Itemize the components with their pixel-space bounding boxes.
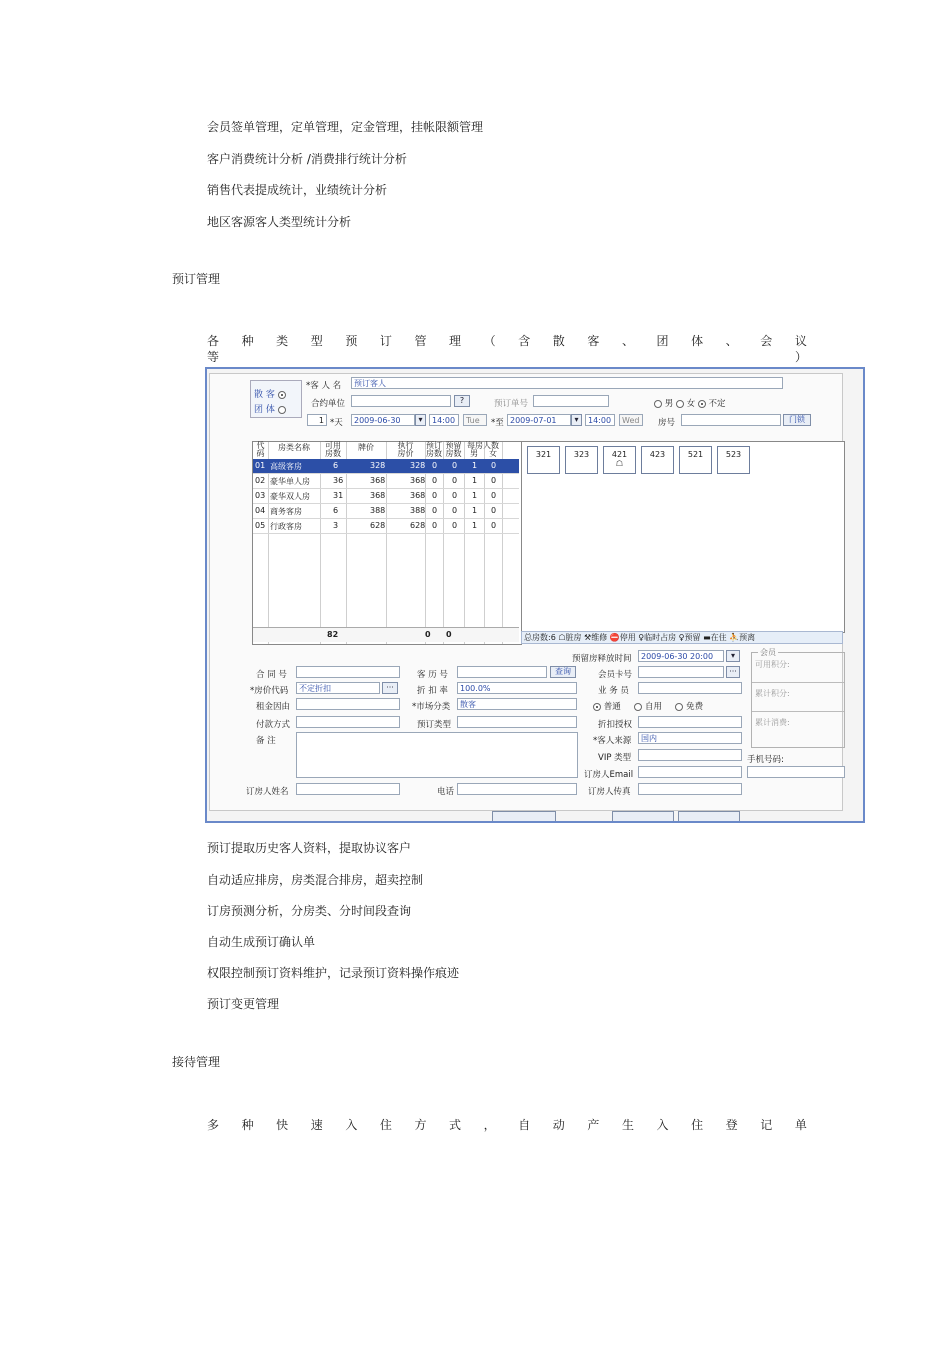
- payment-label: 付款方式: [256, 720, 291, 730]
- help-button[interactable]: ?: [454, 395, 470, 407]
- cell: 628: [370, 521, 386, 530]
- release-time-input[interactable]: 2009-06-30 20:00: [638, 650, 724, 662]
- arrive-time-input[interactable]: 14:00: [429, 414, 459, 426]
- feature-line-4: 自动生成预订确认单: [207, 935, 316, 949]
- arrive-date-input[interactable]: 2009-06-30: [351, 414, 415, 426]
- intro-line-3: 销售代表提成统计，业绩统计分析: [207, 183, 388, 197]
- cell: 328: [410, 461, 426, 470]
- room-tile[interactable]: [603, 446, 636, 474]
- char: 含: [518, 334, 531, 348]
- phone-label: 电话: [437, 787, 455, 797]
- char: （: [483, 334, 496, 348]
- reception-description: [207, 1116, 807, 1133]
- price-code-browse[interactable]: ···: [382, 682, 398, 694]
- char: 客: [587, 334, 600, 348]
- booker-email-input[interactable]: [638, 766, 742, 778]
- booking-form-screenshot: [205, 367, 865, 823]
- cell: 豪华单人房: [270, 477, 310, 486]
- char: 理: [449, 334, 462, 348]
- member-points: 可用积分:: [755, 660, 790, 669]
- cell: 368: [370, 491, 386, 500]
- room-use-free-radio[interactable]: [675, 703, 683, 711]
- cell: 0: [491, 476, 497, 485]
- booker-name-input[interactable]: [296, 783, 400, 795]
- char: 订: [379, 334, 392, 348]
- table-row[interactable]: [253, 504, 519, 519]
- booking-type-label: 预订类型: [417, 720, 452, 730]
- room-use-free-label: 免费: [686, 702, 704, 712]
- char: 管: [414, 334, 427, 348]
- cell: 36: [333, 476, 344, 485]
- cell: 0: [491, 521, 497, 530]
- room-tile[interactable]: 521: [679, 446, 712, 474]
- cell: 0: [432, 461, 438, 470]
- feature-line-6: 预订变更管理: [207, 997, 280, 1011]
- cell: 0: [452, 476, 458, 485]
- room-tile[interactable]: 321: [527, 446, 560, 474]
- market-label: *市场分类: [412, 702, 451, 712]
- cell: 高级客房: [270, 462, 302, 471]
- room-tile[interactable]: 323: [565, 446, 598, 474]
- booking-description-line2: [207, 348, 807, 365]
- cell: 0: [452, 506, 458, 515]
- col-code[interactable]: 代 码: [256, 441, 265, 458]
- release-time-dropdown[interactable]: ▾: [726, 650, 740, 662]
- col-female[interactable]: 女: [489, 449, 497, 458]
- booker-fax-input[interactable]: [638, 783, 742, 795]
- cell: 02: [255, 476, 266, 485]
- room-tile[interactable]: 423: [641, 446, 674, 474]
- gender-female-label: 女: [686, 399, 696, 409]
- table-row[interactable]: [253, 489, 519, 504]
- contract-unit-label: 合约单位: [311, 399, 346, 409]
- char: 住: [691, 1118, 704, 1132]
- char: 方: [414, 1118, 427, 1132]
- total-held: 0: [446, 630, 452, 639]
- char: 各: [207, 334, 220, 348]
- query-button[interactable]: 查询: [550, 666, 576, 678]
- gender-male-label: 男: [664, 399, 674, 409]
- char: 散: [552, 334, 565, 348]
- room-type-table: [252, 441, 522, 645]
- cell: 1: [472, 521, 478, 530]
- member-card-browse[interactable]: ···: [726, 666, 740, 678]
- col-rack[interactable]: 牌价: [358, 443, 374, 452]
- cell: 05: [255, 521, 266, 530]
- bottom-button[interactable]: [492, 811, 556, 823]
- gender-group: [654, 397, 726, 409]
- nights-input[interactable]: 1: [307, 414, 327, 426]
- nights-label: *天: [330, 418, 343, 428]
- depart-date-dropdown[interactable]: ▾: [571, 414, 582, 426]
- char: 单: [794, 1118, 807, 1132]
- char: 速: [310, 1118, 323, 1132]
- char: 快: [276, 1118, 289, 1132]
- discount-auth-label: 折扣授权: [598, 720, 633, 730]
- char: 体: [691, 334, 704, 348]
- discount-rate-label: 折 扣 率: [417, 686, 448, 696]
- member-total-points: 累计积分:: [755, 689, 790, 698]
- contract-no-label: 合 同 号: [256, 670, 287, 680]
- total-booked: 0: [425, 630, 431, 639]
- char: 类: [276, 334, 289, 348]
- char: ）: [794, 350, 807, 364]
- cell: 0: [491, 491, 497, 500]
- booker-email-label: 订房人Email: [584, 770, 634, 780]
- room-tiles-panel: [521, 441, 845, 633]
- bottom-button[interactable]: [612, 811, 674, 823]
- cell: 368: [410, 476, 426, 485]
- source-label: *客人来源: [593, 736, 632, 746]
- guest-name-input[interactable]: 预订客人: [351, 377, 783, 389]
- char: 型: [310, 334, 323, 348]
- room-no-input[interactable]: [681, 414, 781, 426]
- cell: 0: [452, 461, 458, 470]
- to-label: *至: [491, 418, 504, 428]
- cell: 03: [255, 491, 266, 500]
- char: 入: [345, 1118, 358, 1132]
- booking-description: [207, 332, 807, 349]
- group-label: 团 体: [254, 405, 275, 415]
- char: 、: [621, 334, 634, 348]
- depart-time-input[interactable]: 14:00: [585, 414, 615, 426]
- contract-no-input[interactable]: [296, 666, 400, 678]
- booking-no-label: 预订单号: [494, 399, 529, 409]
- char: 多: [207, 1118, 220, 1132]
- release-time-label: 预留房释放时间: [572, 654, 632, 664]
- bottom-button[interactable]: [678, 811, 740, 823]
- total-avail: 82: [327, 630, 339, 639]
- cell: 6: [333, 461, 339, 470]
- price-code-input[interactable]: 不定折扣: [296, 682, 380, 694]
- source-input[interactable]: 国内: [638, 732, 742, 744]
- char: 等: [207, 350, 220, 364]
- cell: 31: [333, 491, 344, 500]
- cell: 0: [491, 506, 497, 515]
- depart-day: Wed: [619, 414, 643, 426]
- cell: 0: [432, 521, 438, 530]
- vip-type-input[interactable]: [638, 749, 742, 761]
- section-title-reception: 接待管理: [172, 1055, 221, 1069]
- booker-fax-label: 订房人传真: [588, 787, 631, 797]
- guest-history-input[interactable]: [457, 666, 547, 678]
- char: 入: [656, 1118, 669, 1132]
- room-use-normal-label: 普通: [603, 702, 621, 712]
- member-info-box: [751, 648, 845, 748]
- char: 动: [552, 1118, 565, 1132]
- salesperson-label: 业 务 员: [598, 686, 629, 696]
- walkin-label: 散 客: [254, 390, 275, 400]
- remarks-label: 备 注: [256, 736, 276, 746]
- booking-no-input[interactable]: [533, 395, 609, 407]
- col-booked[interactable]: 预订 房数: [426, 441, 442, 458]
- room-no-label: 房号: [658, 418, 676, 428]
- salesperson-input[interactable]: [638, 682, 742, 694]
- booker-name-label: 订房人姓名: [246, 787, 289, 797]
- char: 种: [241, 1118, 254, 1132]
- gender-male-radio[interactable]: [654, 400, 662, 408]
- dirty-room-icon: ☖: [615, 459, 624, 468]
- table-row[interactable]: [253, 519, 519, 534]
- cell: 0: [452, 491, 458, 500]
- char: 式: [449, 1118, 462, 1132]
- feature-line-1: 预订提取历史客人资料，提取协议客户: [207, 841, 412, 855]
- cell: 388: [410, 506, 426, 515]
- char: ，: [483, 1118, 496, 1132]
- cell: 商务客房: [270, 507, 302, 516]
- char: 住: [379, 1118, 392, 1132]
- booking-form-window: [209, 373, 843, 811]
- price-code-label: *房价代码: [250, 686, 289, 696]
- mobile-label: 手机号码:: [747, 755, 784, 765]
- table-row[interactable]: [253, 474, 519, 489]
- cell: 388: [370, 506, 386, 515]
- table-totals-row: [253, 627, 519, 642]
- guest-type-walkin[interactable]: [254, 387, 286, 400]
- cell: 0: [432, 506, 438, 515]
- depart-date-input[interactable]: 2009-07-01: [507, 414, 571, 426]
- cell: 3: [333, 521, 339, 530]
- booking-type-input[interactable]: [457, 716, 577, 728]
- phone-input[interactable]: [457, 783, 577, 795]
- room-use-self-radio[interactable]: [634, 703, 642, 711]
- char: 产: [587, 1118, 600, 1132]
- market-input[interactable]: 散客: [457, 698, 577, 710]
- char: 种: [241, 334, 254, 348]
- cell: 04: [255, 506, 266, 515]
- col-male[interactable]: 男: [470, 449, 478, 458]
- gender-unknown-label: 不定: [708, 399, 726, 409]
- char: 会: [760, 334, 773, 348]
- cell: 0: [432, 491, 438, 500]
- vip-type-label: VIP 类型: [598, 753, 632, 763]
- discount-auth-input[interactable]: [638, 716, 742, 728]
- cell: 1: [472, 491, 478, 500]
- cell: 368: [410, 491, 426, 500]
- col-avail[interactable]: 可用 房数: [325, 441, 341, 458]
- char: 记: [760, 1118, 773, 1132]
- cell: 行政客房: [270, 522, 302, 531]
- room-status-legend: 总房数:6 ☖脏房 ⚒维修 ⛔停用 ♀临时占房 ♀预留 ▬在住 ⛹预离: [521, 631, 843, 644]
- cell: 1: [472, 461, 478, 470]
- cell: 0: [491, 461, 497, 470]
- table-row[interactable]: [253, 459, 519, 474]
- cell: 豪华双人房: [270, 492, 310, 501]
- guest-type-group[interactable]: [254, 402, 286, 415]
- intro-line-4: 地区客源客人类型统计分析: [207, 215, 352, 229]
- cell: 6: [333, 506, 339, 515]
- mobile-input[interactable]: [747, 766, 845, 778]
- feature-line-5: 权限控制预订资料维护，记录预订资料操作痕迹: [207, 966, 460, 980]
- col-per-room[interactable]: 每房人数: [467, 441, 499, 450]
- room-use-normal-radio[interactable]: [593, 703, 601, 711]
- col-name[interactable]: 房类名称: [278, 443, 310, 452]
- col-exec[interactable]: 执行 房价: [397, 441, 414, 458]
- rent-reason-label: 租金因由: [256, 702, 291, 712]
- char: 、: [725, 334, 738, 348]
- group-radio[interactable]: [278, 406, 286, 414]
- col-held[interactable]: 预留 房数: [445, 441, 462, 458]
- cell: 1: [472, 506, 478, 515]
- guest-history-label: 客 历 号: [417, 670, 448, 680]
- char: 预: [345, 334, 358, 348]
- member-total-spend: 累计消费:: [755, 718, 790, 727]
- guest-name-label: *客 人 名: [306, 381, 342, 391]
- walkin-radio[interactable]: [278, 391, 286, 399]
- cell: 368: [370, 476, 386, 485]
- char: 团: [656, 334, 669, 348]
- feature-line-3: 订房预测分析，分房类、分时间段查询: [207, 904, 412, 918]
- member-card-label: 会员卡号: [598, 670, 633, 680]
- lock-button[interactable]: 门锁: [783, 414, 811, 426]
- rent-reason-input[interactable]: [296, 698, 400, 710]
- intro-line-2: 客户消费统计分析 /消费排行统计分析: [207, 152, 407, 166]
- arrive-day: Tue: [463, 414, 487, 426]
- cell: 328: [370, 461, 386, 470]
- arrive-date-dropdown[interactable]: ▾: [415, 414, 426, 426]
- char: 议: [794, 334, 807, 348]
- char: 自: [518, 1118, 531, 1132]
- cell: 628: [410, 521, 426, 530]
- gender-unknown-radio[interactable]: [698, 400, 706, 408]
- guest-type-box: [250, 380, 302, 418]
- section-title-booking: 预订管理: [172, 272, 221, 286]
- remarks-textarea[interactable]: [296, 732, 578, 778]
- payment-input[interactable]: [296, 716, 400, 728]
- intro-line-1: 会员签单管理，定单管理，定金管理，挂帐限额管理: [207, 120, 484, 134]
- feature-line-2: 自动适应排房，房类混合排房，超卖控制: [207, 873, 424, 887]
- char: 登: [725, 1118, 738, 1132]
- discount-rate-input[interactable]: 100.0%: [457, 682, 577, 694]
- contract-unit-input[interactable]: [351, 395, 451, 407]
- cell: 01: [255, 461, 266, 470]
- cell: 0: [452, 521, 458, 530]
- room-use-self-label: 自用: [644, 702, 662, 712]
- char: 生: [621, 1118, 634, 1132]
- cell: 1: [472, 476, 478, 485]
- gender-female-radio[interactable]: [676, 400, 684, 408]
- room-tile[interactable]: 523: [717, 446, 750, 474]
- cell: 0: [432, 476, 438, 485]
- room-use-group: [593, 700, 703, 712]
- member-box-title: 会员: [760, 648, 776, 657]
- room-tile-label: 421: [611, 450, 628, 459]
- member-card-input[interactable]: [638, 666, 724, 678]
